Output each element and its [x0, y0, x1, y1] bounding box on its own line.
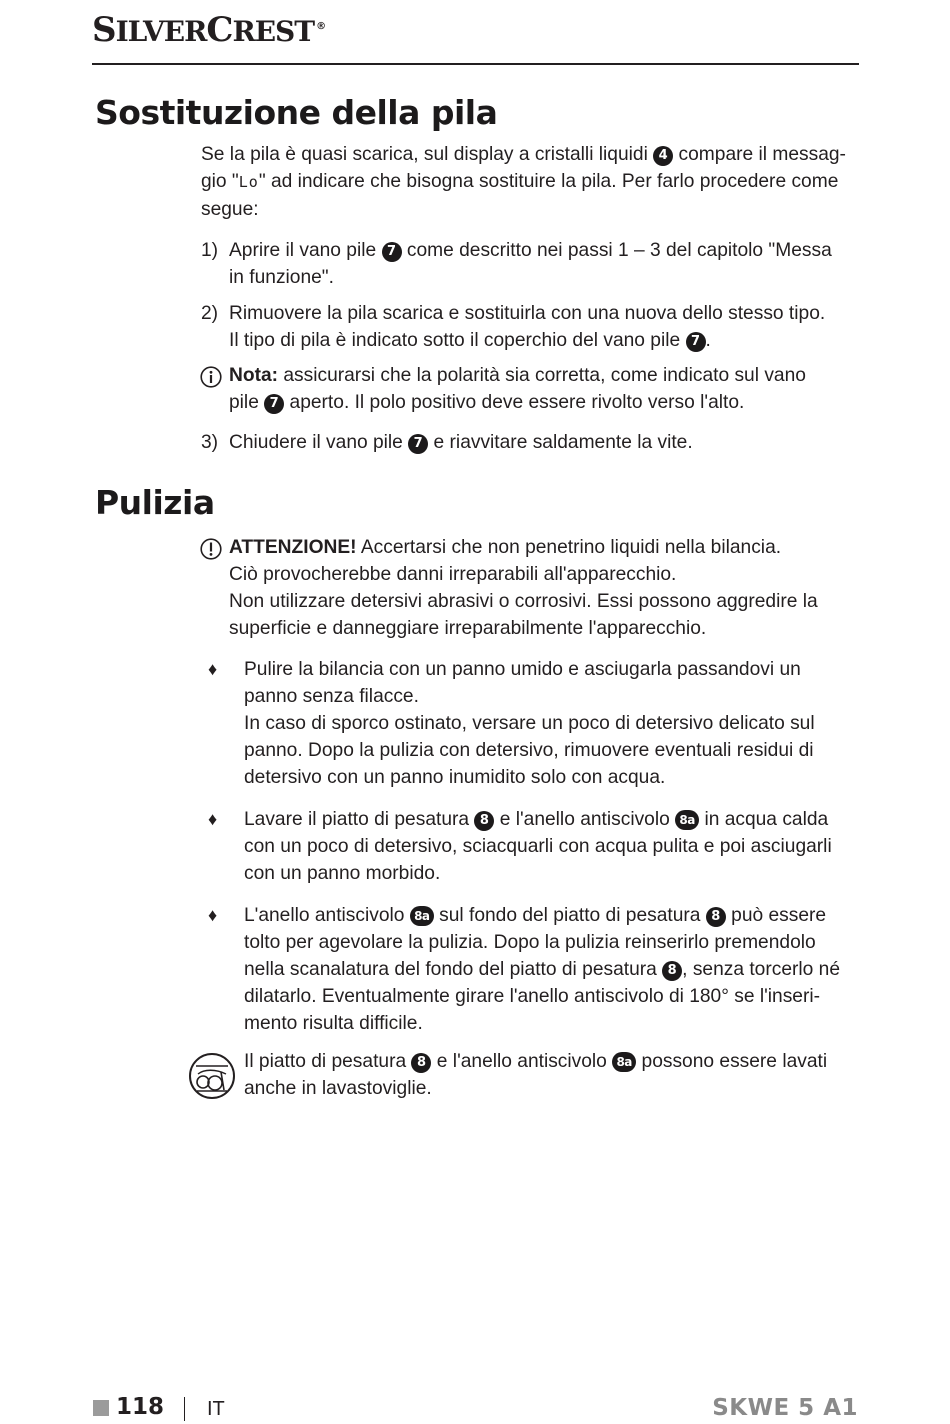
note: Nota: assicurarsi che la polarità sia corretta, come indicato sul vano pile 7 aperto. Il polo positivo deve essere rivolto verso l'alto. — [229, 365, 806, 413]
ref-badge: 8a — [675, 810, 699, 830]
ref-badge: 8a — [612, 1052, 636, 1072]
lcd-low-symbol: Lo — [238, 173, 259, 191]
ref-badge: 8 — [662, 961, 682, 981]
cleaning-bullet-1: Pulire la bilancia con un panno umido e asciugarla passandovi un panno senza filacce. In caso di sporco ostinato, versare un poco di detersivo delicato sul panno. Dopo la pulizia con detersivo, rimuovere eventuali residui di detersivo con un panno inumidito solo con acqua. — [244, 659, 815, 788]
section-title-cleaning: Pulizia — [95, 483, 215, 522]
dishwasher-note: Il piatto di pesatura 8 e l'anello antiscivolo 8a possono essere lavati anche in lavastoviglie. — [244, 1051, 828, 1099]
ref-badge: 8 — [474, 811, 494, 831]
footer-divider — [184, 1397, 185, 1421]
warning-icon — [200, 538, 222, 560]
bullet-marker: ♦ — [208, 905, 218, 925]
brand-logo: SILVERCREST ® — [92, 10, 326, 50]
battery-intro: Se la pila è quasi scarica, sul display a cristalli liquidi 4 compare il messag- gio "Lo" ad indicare che bisogna sostituire la pila. Per farlo procedere come segue: — [201, 144, 846, 220]
ref-badge: 8a — [410, 906, 434, 926]
section-title-battery: Sostituzione della pila — [95, 93, 498, 132]
step-number: 1) — [201, 240, 219, 261]
step-2: Rimuovere la pila scarica e sostituirla con una nuova dello stesso tipo. Il tipo di pila è indicato sotto il coperchio del vano pile 7 . — [229, 303, 826, 351]
step-number: 3) — [201, 432, 219, 453]
bullet-marker: ♦ — [208, 809, 218, 829]
model-number: SKWE 5 A1 — [712, 1395, 858, 1421]
step-number: 2) — [201, 303, 219, 324]
step-1: Aprire il vano pile 7 come descritto nei passi 1 – 3 del capitolo "Messa in funzione". — [229, 240, 832, 288]
language-code: IT — [207, 1398, 225, 1420]
header-divider — [92, 63, 859, 65]
warning-block: ATTENZIONE! Accertarsi che non penetrino liquidi nella bilancia. Ciò provocherebbe danni irreparabili all'apparecchio. Non utilizzare detersivi abrasivi o corrosivi. Essi possono aggredire la superficie e danneggiare irreparabilmente l'apparecchio. — [229, 537, 818, 639]
info-icon — [200, 366, 222, 388]
ref-badge: 7 — [382, 242, 402, 262]
ref-badge: 8 — [411, 1053, 431, 1073]
footer-marker — [93, 1400, 109, 1416]
dishwasher-safe-icon — [188, 1052, 236, 1100]
ref-badge: 7 — [408, 434, 428, 454]
ref-badge: 7 — [686, 332, 706, 352]
page-number: 118 — [116, 1394, 165, 1420]
ref-badge: 7 — [264, 394, 284, 414]
bullet-marker: ♦ — [208, 659, 218, 679]
ref-badge: 4 — [653, 146, 673, 166]
ref-badge: 8 — [706, 907, 726, 927]
cleaning-bullet-3: L'anello antiscivolo 8a sul fondo del piatto di pesatura 8 può essere tolto per agevolare la pulizia. Dopo la pulizia reinserirlo premendolo nella scanalatura del fondo del piatto di pesatura 8 , senza torcerlo né dilatarlo. Eventualmente girare l'anello antiscivolo di 180° se l'inseri-mento risulta difficile. — [244, 905, 841, 1034]
step-3: Chiudere il vano pile 7 e riavvitare saldamente la vite. — [229, 432, 693, 453]
cleaning-bullet-2: Lavare il piatto di pesatura 8 e l'anello antiscivolo 8a in acqua calda con un poco di detersivo, sciacquarli con acqua pulita e poi asciugarli con un panno morbido. — [244, 809, 832, 884]
